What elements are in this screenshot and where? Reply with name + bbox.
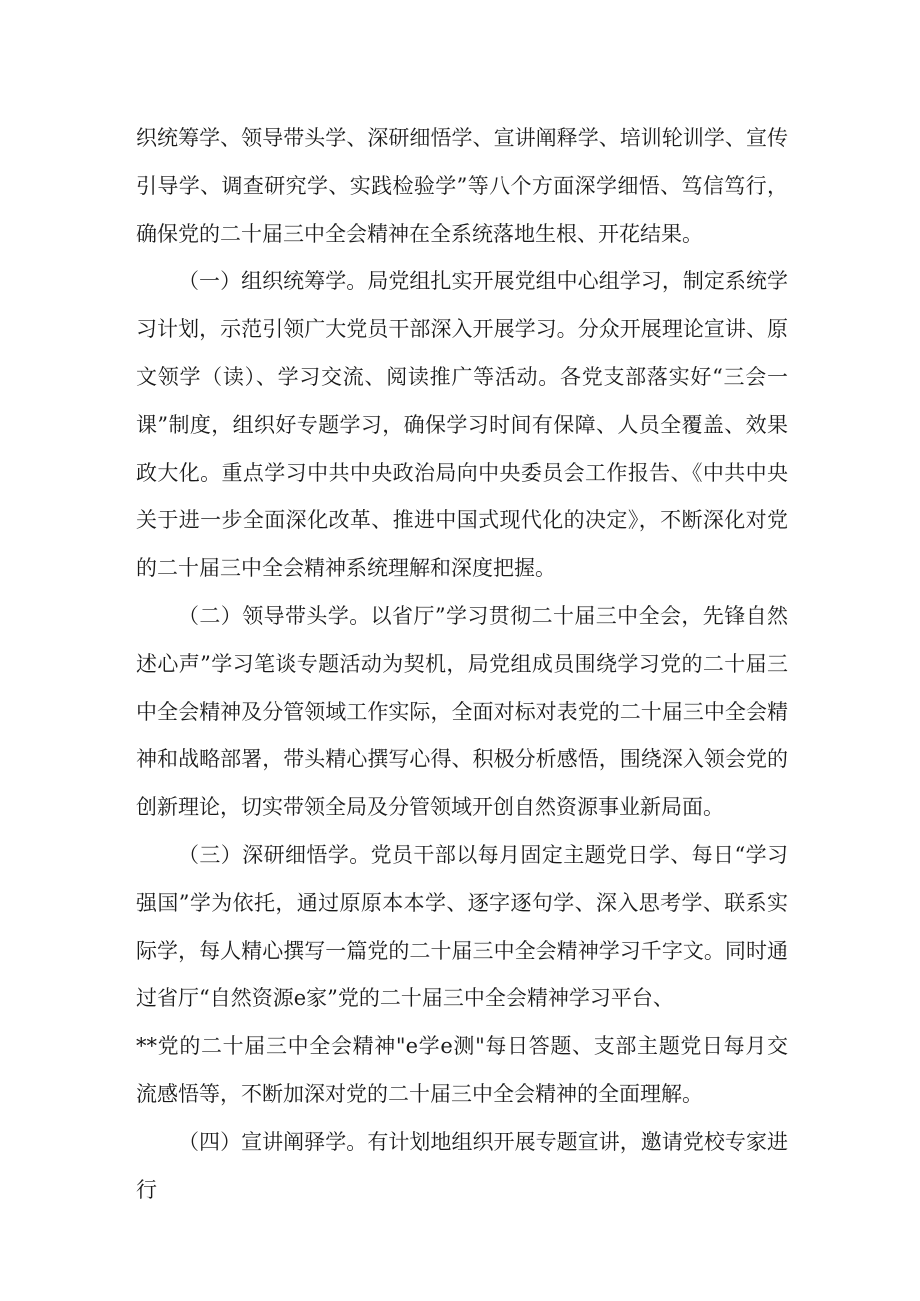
paragraph-section-1: （一）组织统筹学。局党组扎实开展党组中心组学习，制定系统学习计划，示范引领广大党员干部深入开展学习。分众开展理论宣讲、原文领学（读）、学习交流、阅读推广等活动。各党支部落实好“三会一课”制度，组织好专题学习，确保学习时间有保障、人员全覆盖、效果政大化。重点学习中共中央政治局向中央委员会工作报告、《中共中央关于进一步全面深化改革、推进中国式现代化的决定》，不断深化对党的二十届三中全会精神系统理解和深度把握。 <box>136 269 788 581</box>
document-body <box>136 115 788 1214</box>
paragraph-intro-continuation: 织统筹学、领导带头学、深研细悟学、宣讲阐释学、培训轮训学、宣传引导学、调查研究学、实践检验学”等八个方面深学细悟、笃信笃行，确保党的二十届三中全会精神在全系统落地生根、开花结果。 <box>136 126 788 246</box>
paragraph-section-3: （三）深研细悟学。党员干部以每月固定主题党日学、每日“学习强国”学为依托，通过原原本本学、逐字逐句学、深入思考学、联系实际学，每人精心撰写一篇党的二十届三中全会精神学习千字文。同时通过省厅“自然资源e家”党的二十届三中全会精神学习平台、 <box>136 842 788 1011</box>
paragraph-section-3-continued: **党的二十届三中全会精神"e学e测"每日答题、支部主题党日每月交流感悟等，不断加深对党的二十届三中全会精神的全面理解。 <box>136 1034 788 1106</box>
paragraph-section-2: （二）领导带头学。以省厅”学习贯彻二十届三中全会，先锋自然述心声”学习笔谈专题活动为契机，局党组成员围绕学习党的二十届三中全会精神及分管领域工作实际，全面对标对表党的二十届三中全会精神和战略部署，带头精心撰写心得、积极分析感悟，围绕深入领会党的创新理论，切实带领全局及分管领域开创自然资源事业新局面。 <box>136 603 788 820</box>
paragraph-section-4: （四）宣讲阐驿学。有计划地组织开展专题宣讲，邀请党校专家进行 <box>136 1129 788 1202</box>
